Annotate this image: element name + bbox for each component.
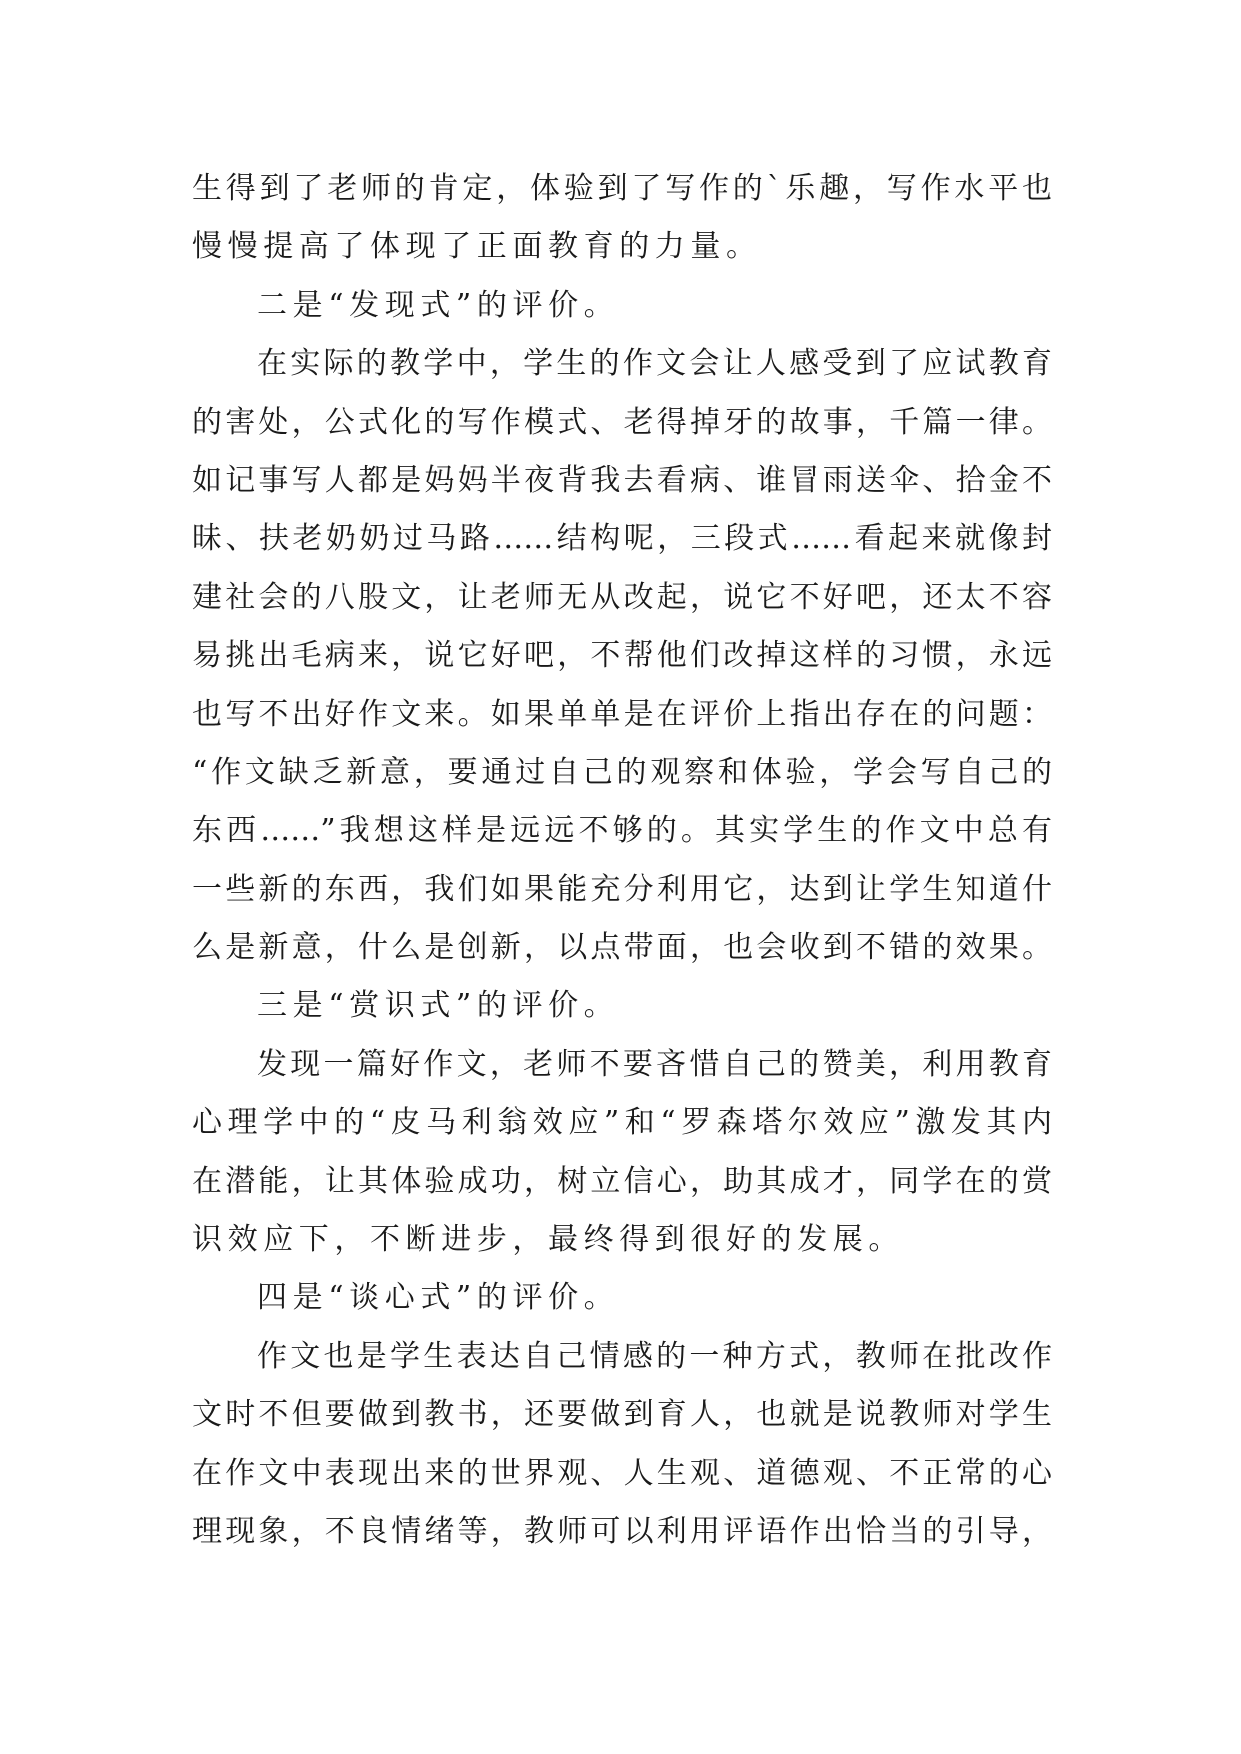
section-heading-discovery: 二是“发现式”的评价。: [257, 287, 620, 323]
text-line: 也写不出好作文来。如果单单是在评价上指出存在的问题：: [192, 696, 1052, 732]
text-line: 的害处，公式化的写作模式、老得掉牙的故事，千篇一律。: [192, 404, 1052, 440]
text-line: 在实际的教学中，学生的作文会让人感受到了应试教育: [257, 346, 1052, 382]
text-line: 建社会的八股文，让老师无从改起，说它不好吧，还太不容: [192, 579, 1052, 615]
text-line: 东西……”我想这样是远远不够的。其实学生的作文中总有: [192, 813, 1052, 849]
text-line: 文时不但要做到教书，还要做到育人，也就是说教师对学生: [192, 1397, 1052, 1433]
text-line: 一些新的东西，我们如果能充分利用它，达到让学生知道什: [192, 871, 1052, 907]
text-line: 在潜能，让其体验成功，树立信心，助其成才，同学在的赏: [192, 1163, 1052, 1199]
text-line: “作文缺乏新意，要通过自己的观察和体验，学会写自己的: [192, 754, 1052, 790]
text-line: 识效应下，不断进步，最终得到很好的发展。: [192, 1222, 904, 1258]
text-line: 理现象，不良情绪等，教师可以利用评语作出恰当的引导，: [192, 1513, 1052, 1549]
text-line: 生得到了老师的肯定，体验到了写作的`乐趣，写作水平也: [192, 171, 1052, 206]
text-line: 昧、扶老奶奶过马路……结构呢，三段式……看起来就像封: [192, 521, 1052, 557]
text-line: 如记事写人都是妈妈半夜背我去看病、谁冒雨送伞、拾金不: [192, 462, 1052, 498]
section-heading-appreciation: 三是“赏识式”的评价。: [257, 988, 620, 1024]
text-line: 心理学中的“皮马利翁效应”和“罗森塔尔效应”激发其内: [192, 1105, 1052, 1141]
section-heading-heart-to-heart: 四是“谈心式”的评价。: [257, 1280, 620, 1316]
text-line: 作文也是学生表达自己情感的一种方式，教师在批改作: [257, 1338, 1052, 1374]
text-line: 发现一篇好作文，老师不要吝惜自己的赞美，利用教育: [257, 1046, 1052, 1082]
body-text: [192, 160, 1052, 1561]
text-line: 易挑出毛病来，说它好吧，不帮他们改掉这样的习惯，永远: [192, 638, 1052, 674]
text-line: 慢慢提高了体现了正面教育的力量。: [192, 229, 762, 265]
text-line: 么是新意，什么是创新，以点带面，也会收到不错的效果。: [192, 930, 1052, 966]
text-line: 在作文中表现出来的世界观、人生观、道德观、不正常的心: [192, 1455, 1052, 1491]
